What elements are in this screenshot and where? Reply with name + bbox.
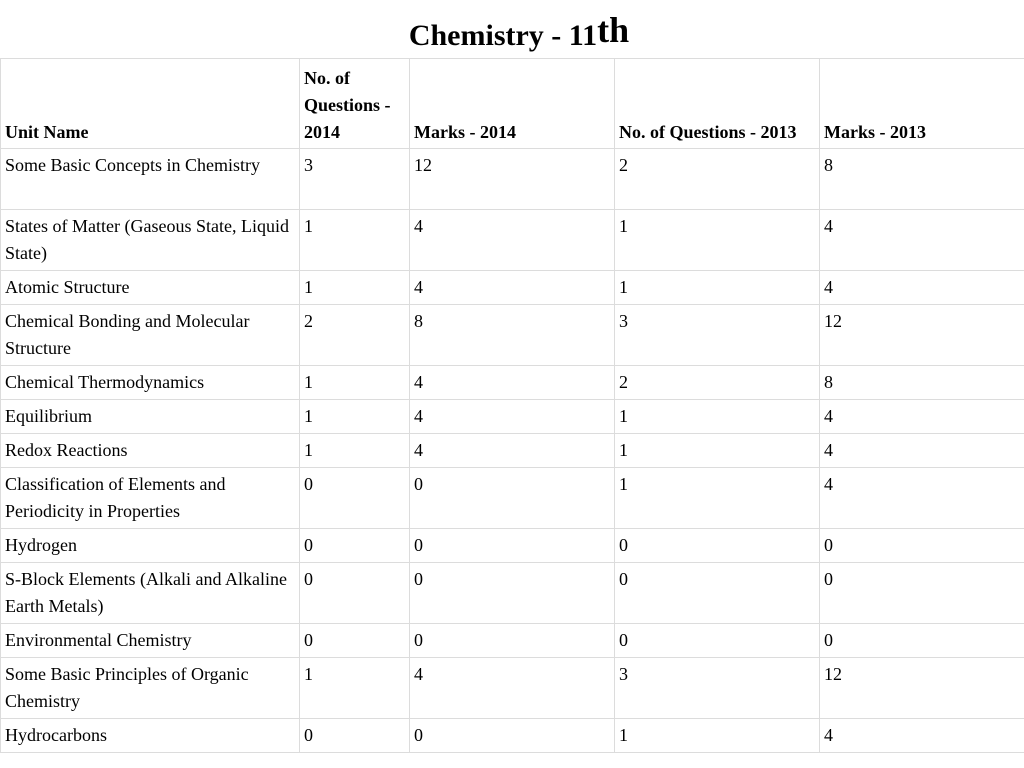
- cell-questions-2013: 1: [615, 434, 820, 468]
- header-questions-2014: No. of Questions - 2014: [300, 59, 410, 149]
- table-row: [1, 529, 1024, 563]
- cell-marks-2013: 4: [820, 468, 1024, 529]
- cell-marks-2014: 0: [410, 529, 615, 563]
- header-marks-2014: Marks - 2014: [410, 59, 615, 149]
- cell-marks-2013: 4: [820, 400, 1024, 434]
- cell-unit-name: States of Matter (Gaseous State, Liquid State): [1, 210, 300, 271]
- cell-questions-2014: 0: [300, 468, 410, 529]
- cell-marks-2013: 4: [820, 210, 1024, 271]
- cell-marks-2014: 4: [410, 366, 615, 400]
- table-row: [1, 149, 1024, 210]
- cell-unit-name: Atomic Structure: [1, 271, 300, 305]
- cell-questions-2014: 0: [300, 529, 410, 563]
- cell-questions-2013: 2: [615, 149, 820, 210]
- cell-unit-name: Classification of Elements and Periodicity in Properties: [1, 468, 300, 529]
- cell-unit-name: Some Basic Principles of Organic Chemistry: [1, 658, 300, 719]
- cell-questions-2013: 1: [615, 468, 820, 529]
- table-row: [1, 400, 1024, 434]
- cell-unit-name: Redox Reactions: [1, 434, 300, 468]
- cell-marks-2013: 12: [820, 658, 1024, 719]
- cell-marks-2013: 4: [820, 434, 1024, 468]
- cell-questions-2014: 1: [300, 658, 410, 719]
- cell-marks-2014: 0: [410, 563, 615, 624]
- cell-unit-name: S-Block Elements (Alkali and Alkaline Earth Metals): [1, 563, 300, 624]
- header-unit-name: Unit Name: [1, 59, 300, 149]
- cell-marks-2013: 0: [820, 624, 1024, 658]
- cell-questions-2013: 3: [615, 305, 820, 366]
- cell-marks-2014: 4: [410, 210, 615, 271]
- cell-questions-2013: 0: [615, 529, 820, 563]
- cell-marks-2014: 4: [410, 400, 615, 434]
- cell-marks-2013: 8: [820, 366, 1024, 400]
- table-row: [1, 366, 1024, 400]
- cell-unit-name: Chemical Thermodynamics: [1, 366, 300, 400]
- cell-marks-2014: 4: [410, 658, 615, 719]
- cell-marks-2013: 8: [820, 149, 1024, 210]
- cell-questions-2013: 3: [615, 658, 820, 719]
- cell-marks-2014: 12: [410, 149, 615, 210]
- table-row: [1, 271, 1024, 305]
- table-row: [1, 468, 1024, 529]
- header-questions-2013: No. of Questions - 2013: [615, 59, 820, 149]
- cell-unit-name: Hydrogen: [1, 529, 300, 563]
- page-title-suffix: th: [597, 10, 630, 50]
- cell-unit-name: Hydrocarbons: [1, 719, 300, 753]
- cell-marks-2013: 0: [820, 563, 1024, 624]
- table-row: [1, 719, 1024, 753]
- cell-unit-name: Chemical Bonding and Molecular Structure: [1, 305, 300, 366]
- cell-questions-2014: 2: [300, 305, 410, 366]
- table-row: [1, 210, 1024, 271]
- cell-unit-name: Some Basic Concepts in Chemistry: [1, 149, 300, 210]
- cell-marks-2014: 0: [410, 468, 615, 529]
- cell-questions-2014: 1: [300, 271, 410, 305]
- cell-questions-2014: 0: [300, 719, 410, 753]
- cell-questions-2014: 1: [300, 366, 410, 400]
- cell-marks-2014: 0: [410, 719, 615, 753]
- table-row: [1, 305, 1024, 366]
- header-row: [1, 59, 1024, 149]
- cell-questions-2014: 1: [300, 210, 410, 271]
- cell-questions-2014: 1: [300, 400, 410, 434]
- page-title-text: Chemistry - 11: [408, 19, 598, 52]
- page-title: [0, 8, 1024, 56]
- cell-questions-2013: 2: [615, 366, 820, 400]
- header-marks-2013: Marks - 2013: [820, 59, 1024, 149]
- cell-marks-2014: 4: [410, 271, 615, 305]
- cell-marks-2013: 12: [820, 305, 1024, 366]
- table-row: [1, 658, 1024, 719]
- cell-questions-2014: 0: [300, 624, 410, 658]
- cell-questions-2013: 0: [615, 563, 820, 624]
- table-row: [1, 434, 1024, 468]
- cell-marks-2013: 0: [820, 529, 1024, 563]
- marks-table: [0, 58, 1024, 753]
- cell-unit-name: Environmental Chemistry: [1, 624, 300, 658]
- cell-questions-2014: 0: [300, 563, 410, 624]
- cell-questions-2013: 0: [615, 624, 820, 658]
- cell-questions-2014: 1: [300, 434, 410, 468]
- table-row: [1, 624, 1024, 658]
- cell-questions-2013: 1: [615, 719, 820, 753]
- table-row: [1, 563, 1024, 624]
- cell-unit-name: Equilibrium: [1, 400, 300, 434]
- cell-marks-2014: 8: [410, 305, 615, 366]
- cell-marks-2014: 4: [410, 434, 615, 468]
- cell-questions-2014: 3: [300, 149, 410, 210]
- cell-marks-2014: 0: [410, 624, 615, 658]
- cell-marks-2013: 4: [820, 719, 1024, 753]
- cell-questions-2013: 1: [615, 400, 820, 434]
- cell-questions-2013: 1: [615, 210, 820, 271]
- cell-questions-2013: 1: [615, 271, 820, 305]
- cell-marks-2013: 4: [820, 271, 1024, 305]
